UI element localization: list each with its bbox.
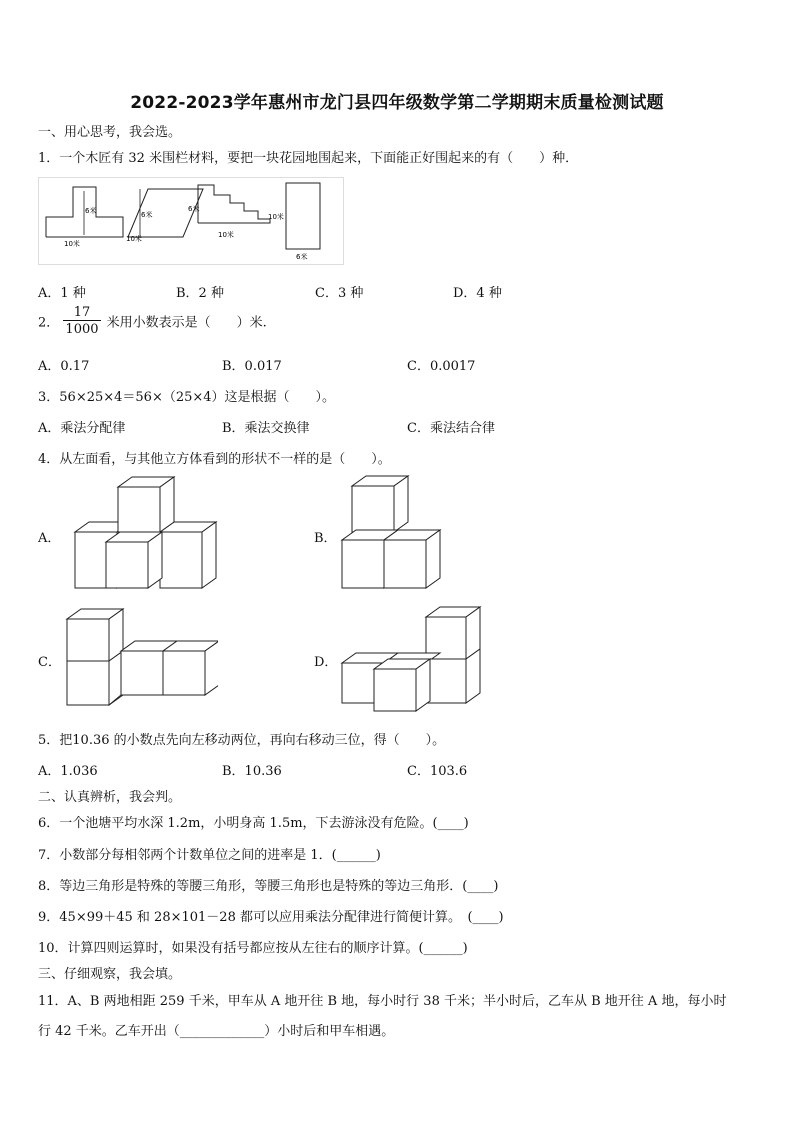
question-11-line-2: 行 42 千米。乙车开出（_____________）小时后和甲车相遇。 [38, 1024, 395, 1039]
question-2-option-a[interactable]: A．0.17 [38, 359, 90, 374]
page-title: 2022-2023学年惠州市龙门县四年级数学第二学期期末质量检测试题 [130, 93, 664, 113]
question-4-text: 4．从左面看，与其他立方体看到的形状不一样的是（ ）。 [38, 452, 391, 467]
fence-shape-4 [286, 183, 320, 249]
question-2-suffix: 米用小数表示是（ ）米. [106, 315, 267, 331]
question-2-option-b[interactable]: B．0.017 [222, 359, 282, 374]
question-5-text: 5．把10.36 的小数点先向左移动两位，再向右移动三位，得（ ）。 [38, 733, 446, 748]
question-4-option-a[interactable]: A． [38, 531, 61, 546]
question-2-option-c[interactable]: C．0.0017 [407, 359, 476, 374]
question-4-option-c[interactable]: C． [38, 655, 61, 670]
fence-shape-2-height-label: 6米 [141, 211, 153, 219]
question-1-option-b[interactable]: B．2 种 [176, 286, 224, 301]
fence-shape-4-height-label: 10米 [268, 213, 284, 221]
section-heading-2: 二、认真辨析，我会判。 [38, 790, 182, 805]
question-2-fraction-denominator: 1000 [65, 322, 99, 337]
question-1-option-d[interactable]: D．4 种 [453, 286, 502, 301]
question-3-option-c[interactable]: C．乘法结合律 [407, 421, 495, 436]
question-2-prefix: 2． [38, 315, 60, 331]
question-5-option-c[interactable]: C．103.6 [407, 764, 468, 779]
fence-shape-3 [198, 185, 270, 223]
question-10: 10．计算四则运算时，如果没有括号都应按从左往右的顺序计算。(______) [38, 941, 468, 956]
question-2-fraction-numerator: 17 [73, 305, 91, 320]
question-1-option-c[interactable]: C．3 种 [315, 286, 364, 301]
fence-shape-2-width-label: 10米 [126, 235, 142, 243]
question-3-text: 3．56×25×4＝56×（25×4）这是根据（ ）。 [38, 390, 336, 405]
question-5-option-b[interactable]: B．10.36 [222, 764, 282, 779]
question-1-text: 1．一个木匠有 32 米围栏材料，要把一块花园地围起来，下面能正好围起来的有（ ）种． [38, 151, 579, 166]
cube-figure-b [340, 472, 446, 594]
fence-shape-3-width-label: 10米 [218, 231, 234, 239]
question-7: 7．小数部分每相邻两个计数单位之间的进率是 1．(______) [38, 848, 381, 863]
fence-shape-4-width-label: 6米 [296, 253, 308, 261]
section-heading-1: 一、用心思考，我会选。 [38, 125, 182, 140]
fence-shape-2 [128, 189, 203, 237]
question-1-option-a[interactable]: A．1 种 [38, 286, 86, 301]
fence-shape-1-width-label: 10米 [64, 240, 80, 248]
cube-figure-c [62, 607, 218, 709]
question-8: 8．等边三角形是特殊的等腰三角形，等腰三角形也是特殊的等边三角形．(____) [38, 879, 499, 894]
question-4-option-d[interactable]: D． [314, 655, 338, 670]
cube-figure-d [338, 603, 484, 715]
question-3-option-a[interactable]: A．乘法分配律 [38, 421, 126, 436]
cube-figure-a [70, 472, 220, 594]
question-6: 6．一个池塘平均水深 1.2m，小明身高 1.5m，下去游泳没有危险。(____) [38, 816, 469, 831]
question-3-option-b[interactable]: B．乘法交换律 [222, 421, 310, 436]
question-2-fraction [63, 305, 100, 337]
question-11-line-1: 11．A、B 两地相距 259 千米，甲车从 A 地开往 B 地，每小时行 38 千米；半小时后，乙车从 B 地开往 A 地，每小时 [38, 994, 727, 1009]
question-5-option-a[interactable]: A．1.036 [38, 764, 98, 779]
question-9: 9．45×99＋45 和 28×101－28 都可以应用乘法分配律进行简便计算。 (____) [38, 910, 504, 925]
question-4-option-b[interactable]: B． [314, 531, 337, 546]
question-1-figures [38, 177, 344, 265]
question-2 [38, 305, 267, 337]
section-heading-3: 三、仔细观察，我会填。 [38, 967, 182, 982]
fence-shape-1-height-label: 6米 [85, 207, 97, 215]
fence-shape-3-height-label: 6米 [188, 205, 200, 213]
